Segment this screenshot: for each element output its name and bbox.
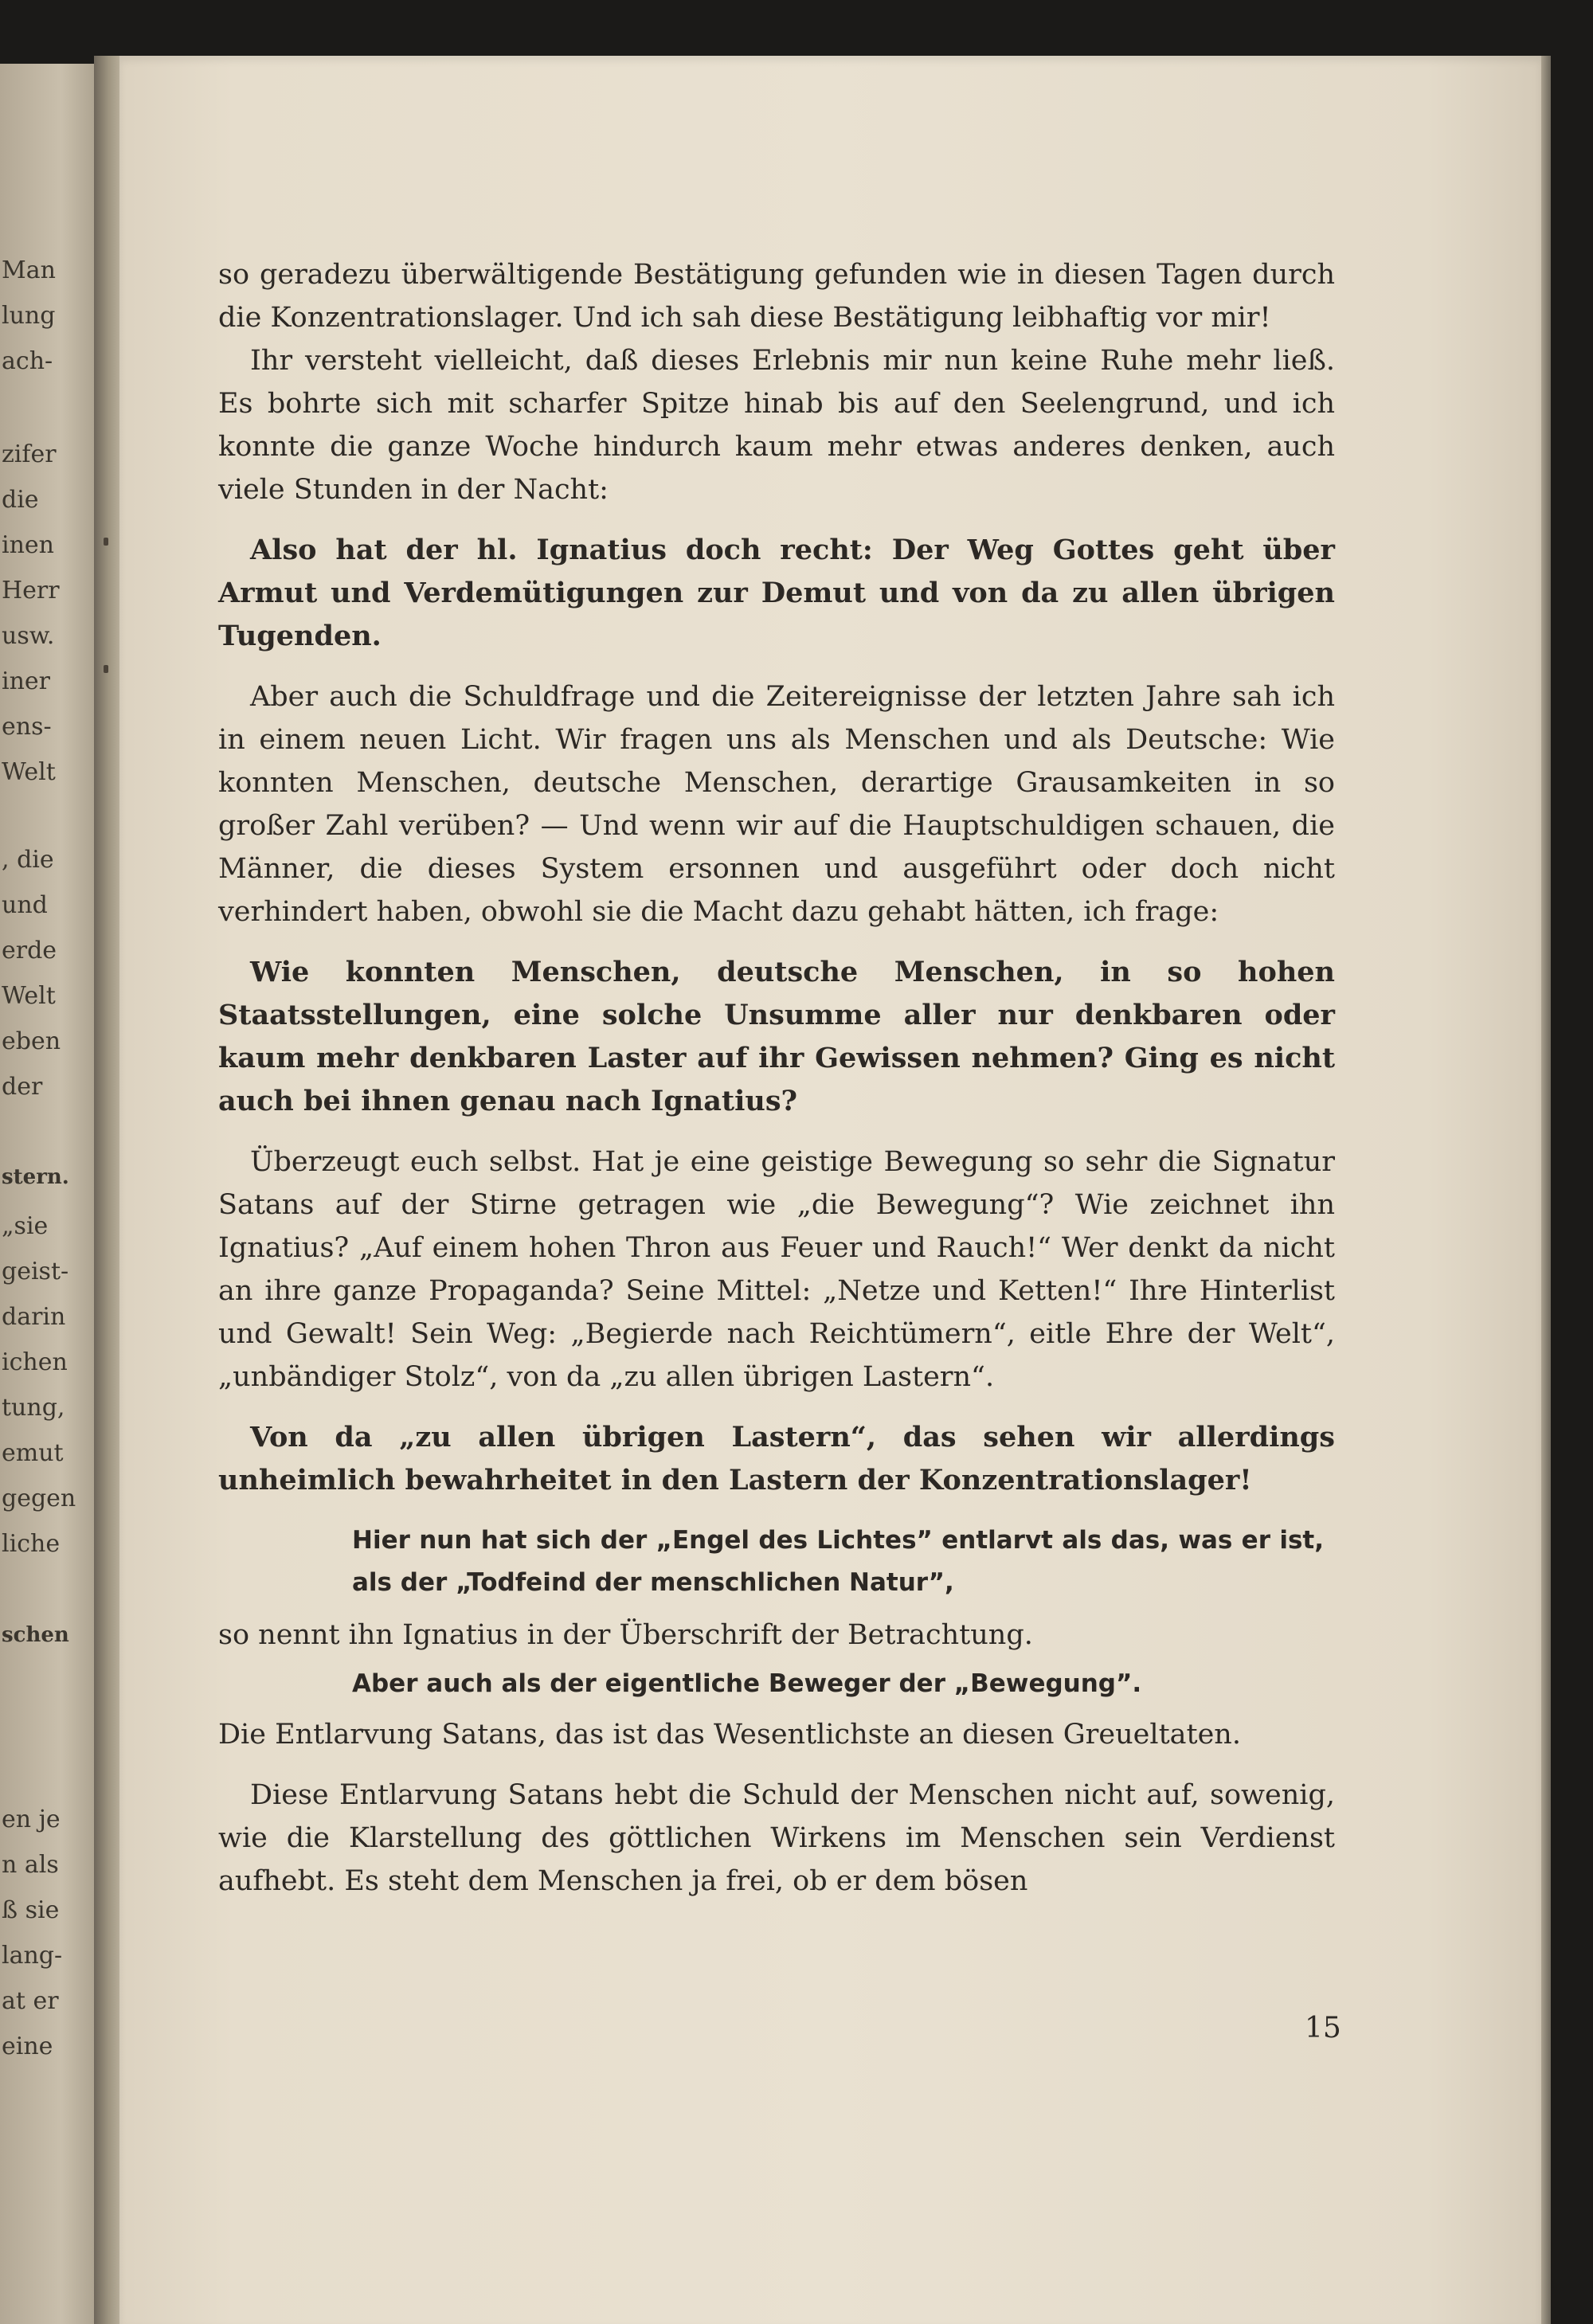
left-fragment: liche <box>2 1530 61 1558</box>
left-fragment: eine <box>2 2033 53 2060</box>
paragraph: Überzeugt euch selbst. Hat je eine geistige Bewegung so sehr die Signatur Satans auf der Stirne getragen wie „die Bewegung“? Wie zeichnet ihn Ignatius? „Auf einem hohen Thron aus Feuer und Rauch!“ Wer denkt da nicht an ihre ganze Propaganda? Seine Mittel: „Netze und Ketten!“ Ihre Hinterlist und Gewalt! Sein Weg: „Begierde nach Reichtümern“, eitle Ehre der Welt“, „unbändiger Stolz“, von da „zu allen übrigen Lastern“. <box>218 1146 1335 1393</box>
left-fragment: die <box>2 486 39 514</box>
quote-block: Hier nun hat sich der „Engel des Lichtes” entlarvt als das, was er ist, als der „Todfeind der menschlichen Natur”, <box>352 1526 1324 1597</box>
paragraph: Ihr versteht vielleicht, daß dieses Erlebnis mir nun keine Ruhe mehr ließ. Es bohrte sich mit scharfer Spitze hinab bis auf den Seelengrund, und ich konnte die ganze Woche hindurch kaum mehr etwas anderes denken, auch viele Stunden in der Nacht: <box>218 345 1335 506</box>
left-fragment: ach- <box>2 347 53 375</box>
left-fragment: Herr <box>2 577 60 604</box>
left-fragment: tung, <box>2 1394 65 1422</box>
paragraph: Diese Entlarvung Satans hebt die Schuld der Menschen nicht auf, sowenig, wie die Klarstellung des göttlichen Wirkens im Menschen sein Verdienst aufhebt. Es steht dem Menschen ja frei, ob er dem bösen <box>218 1779 1335 1897</box>
left-fragment: eben <box>2 1027 61 1055</box>
left-fragment: ens- <box>2 713 52 741</box>
facing-page <box>0 64 102 2324</box>
page-number: 15 <box>1305 2012 1341 2044</box>
emphasis-paragraph: Wie konnten Menschen, deutsche Menschen, in so hohen Staatsstellungen, eine solche Unsumme aller nur denkbaren oder kaum mehr denkbaren Laster auf ihr Gewissen nehmen? Ging es nicht auch bei ihnen genau nach Ignatius? <box>218 956 1335 1117</box>
left-fragment: ichen <box>2 1348 68 1376</box>
paragraph: Aber auch die Schuldfrage und die Zeitereignisse der letzten Jahre sah ich in einem neuen Licht. Wir fragen uns als Menschen und als Deutsche: Wie konnten Menschen, deutsche Menschen, derartige Grausamkeiten in so großer Zahl verüben? — Und wenn wir auf die Hauptschuldigen schauen, die Männer, die dieses System ersonnen und ausgeführt oder doch nicht verhindert haben, obwohl sie die Macht dazu gehabt hätten, ich frage: <box>218 681 1335 928</box>
left-fragment: usw. <box>2 622 55 650</box>
left-fragment: stern. <box>2 1165 69 1189</box>
left-fragment: darin <box>2 1303 66 1331</box>
left-fragment: emut <box>2 1439 64 1467</box>
binding-mark <box>104 665 108 673</box>
quote-block: Aber auch als der eigentliche Beweger der „Bewegung”. <box>352 1669 1142 1698</box>
left-fragment: lang- <box>2 1942 63 1970</box>
left-fragment: Welt <box>2 982 56 1010</box>
left-fragment: en je <box>2 1806 61 1833</box>
left-fragment: , die <box>2 846 54 874</box>
left-fragment: schen <box>2 1623 69 1647</box>
left-fragment: at er <box>2 1987 59 2015</box>
emphasis-paragraph: Also hat der hl. Ignatius doch recht: Der Weg Gottes geht über Armut und Verdemütigungen zur Demut und von da zu allen übrigen Tugenden. <box>218 534 1335 652</box>
left-fragment: inen <box>2 531 54 559</box>
left-fragment: n als <box>2 1851 59 1879</box>
left-fragment: Welt <box>2 758 56 786</box>
left-fragment: lung <box>2 302 56 330</box>
paragraph: so nennt ihn Ignatius in der Überschrift der Betrachtung. <box>218 1619 1033 1651</box>
paragraph: Die Entlarvung Satans, das ist das Wesentlichste an diesen Greueltaten. <box>218 1719 1241 1751</box>
left-fragment: iner <box>2 667 51 695</box>
page-text <box>218 253 1335 1903</box>
paragraph: so geradezu überwältigende Bestätigung gefunden wie in diesen Tagen durch die Konzentrationslager. Und ich sah diese Bestätigung leibhaftig vor mir! <box>218 259 1335 334</box>
page-edge <box>1541 56 1551 2324</box>
left-fragment: und <box>2 891 48 919</box>
left-fragment: gegen <box>2 1485 76 1512</box>
left-fragment: zifer <box>2 440 57 468</box>
emphasis-paragraph: Von da „zu allen übrigen Lastern“, das sehen wir allerdings unheimlich bewahrheitet in den Lastern der Konzentrationslager! <box>218 1421 1335 1497</box>
binding-mark <box>104 538 108 546</box>
left-fragment: „sie <box>2 1212 49 1240</box>
left-fragment: Man <box>2 256 56 284</box>
left-fragment: geist- <box>2 1258 69 1285</box>
left-fragment: ß sie <box>2 1896 60 1924</box>
left-fragment: der <box>2 1073 43 1101</box>
left-fragment: erde <box>2 937 57 964</box>
